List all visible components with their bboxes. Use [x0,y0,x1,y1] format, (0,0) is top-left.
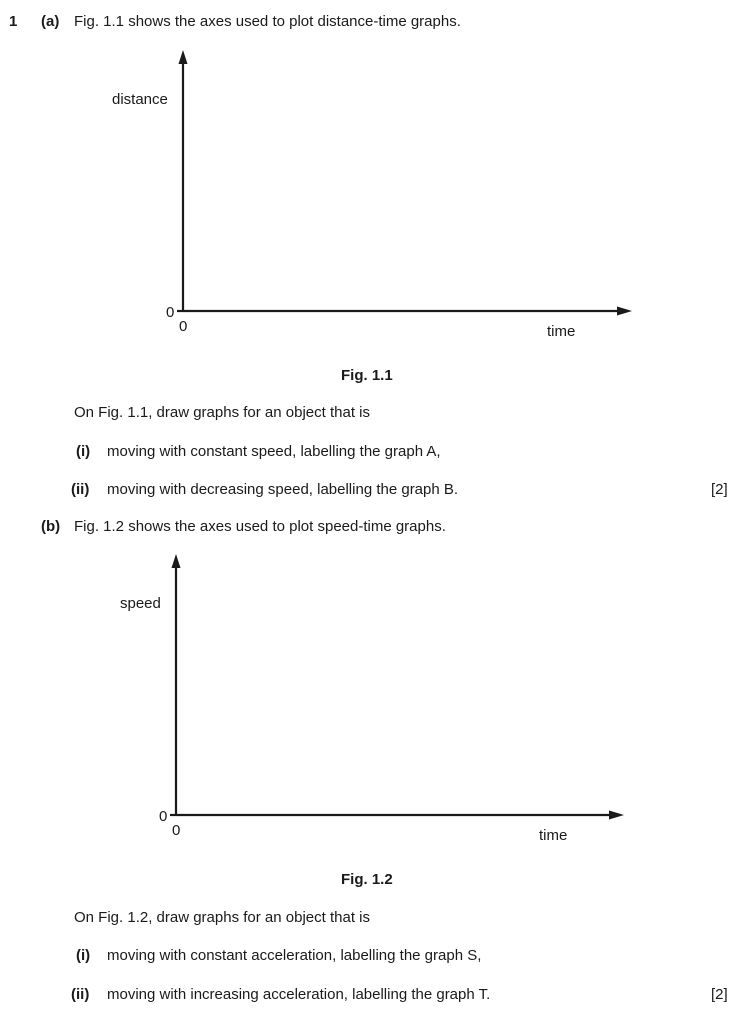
fig-1-1-y-origin: 0 [166,304,175,321]
part-a-item-1-label: (i) [76,443,91,460]
fig-1-1-x-label: time [547,323,576,340]
fig-1-2-x-label: time [539,827,568,844]
part-a-intro: Fig. 1.1 shows the axes used to plot distance-time graphs. [74,13,461,30]
part-b-intro: Fig. 1.2 shows the axes used to plot speed-time graphs. [74,518,446,535]
part-b-item-2-text: moving with increasing acceleration, labelling the graph T. [107,986,491,1003]
part-a-item-1-text: moving with constant speed, labelling the graph A, [107,443,441,460]
fig-1-1-y-label: distance [112,91,168,108]
part-a-label: (a) [41,13,60,30]
part-b-item-1-text: moving with constant acceleration, labelling the graph S, [107,947,482,964]
part-a-marks: [2] [711,481,728,498]
part-b-label: (b) [41,518,61,535]
fig-1-2-y-origin: 0 [159,808,168,825]
question-number: 1 [9,13,18,30]
part-b-marks: [2] [711,986,728,1003]
fig-1-2-y-arrowhead [172,554,181,568]
part-a-item-2-text: moving with decreasing speed, labelling the graph B. [107,481,459,498]
part-b-instruction: On Fig. 1.2, draw graphs for an object that is [74,909,370,926]
fig-1-2-x-origin: 0 [172,822,181,839]
fig-1-2-caption: Fig. 1.2 [341,871,393,888]
fig-1-1-caption: Fig. 1.1 [341,367,393,384]
part-a-instruction: On Fig. 1.1, draw graphs for an object that is [74,404,370,421]
fig-1-2-y-label: speed [120,595,161,612]
part-b-item-1-label: (i) [76,947,91,964]
part-a-item-2-label: (ii) [71,481,90,498]
part-b-item-2-label: (ii) [71,986,90,1003]
fig-1-2-x-arrowhead [609,811,624,820]
fig-1-1-x-origin: 0 [179,318,188,335]
